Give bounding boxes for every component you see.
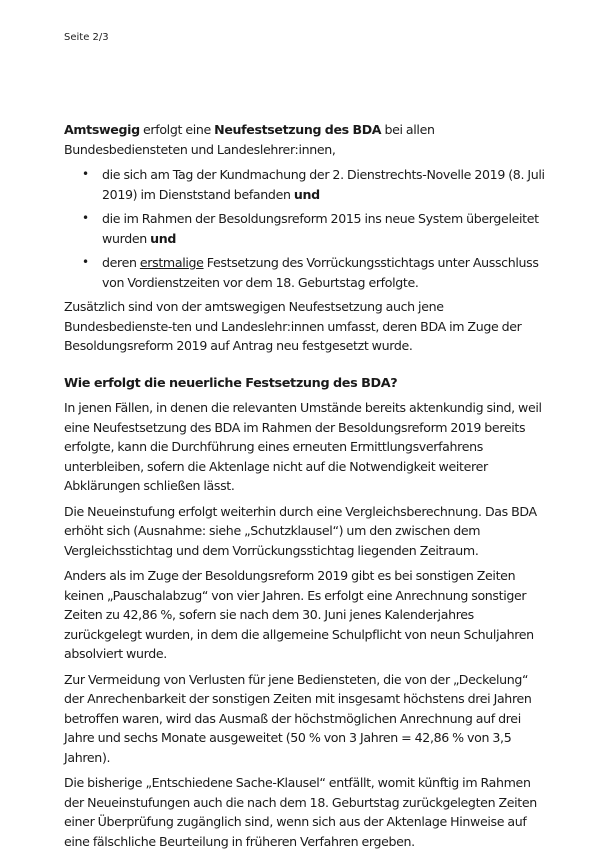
intro-paragraph — [64, 120, 548, 159]
intro-bold-amtswegig: Amtswegig — [64, 122, 140, 137]
list-item-text: die sich am Tag der Kundmachung der 2. Dienstrechts-Novelle 2019 (8. Juli 2019) im Dienststand befanden — [102, 167, 545, 202]
bullet-icon: • — [82, 211, 89, 225]
paragraph-entschiedene-sache: Die bisherige „Entschiedene Sache-Klausel“ entfällt, womit künftig im Rahmen der Neueinstufungen auch die nach dem 18. Geburtstag zurückgelegten Zeiten einer Überprüfung zugänglich sind, wenn sich aus der Aktenlage Hinweise auf eine fälschliche Beurteilung in früheren Verfahren ergeben. — [64, 775, 537, 849]
paragraph-pauschalabzug: Anders als im Zuge der Besoldungsreform 2019 gibt es bei sonstigen Zeiten keinen „Pauschalabzug“ von vier Jahren. Es erfolgt eine Anrechnung sonstiger Zeiten zu 42,86 %, sofern sie nach dem 30. Juni jenes Kalenderjahres zurückgelegt wurden, in dem die allgemeine Schulpflicht von neun Schuljahren absolviert wurde. — [64, 568, 534, 661]
paragraph-vergleichsberechnung: Die Neueinstufung erfolgt weiterhin durch eine Vergleichsberechnung. Das BDA erhöht sich (Ausnahme: siehe „Schutzklausel“) um den zwischen dem Vergleichsstichtag und dem Vorrückungsstichtag liegenden Zeitraum. — [64, 503, 537, 558]
intro-text-1: erfolgt eine — [139, 122, 215, 137]
bullet-icon: • — [82, 167, 89, 181]
document-body — [64, 120, 548, 857]
criteria-list — [64, 165, 548, 292]
list-item — [82, 253, 548, 292]
list-item-underlined-erstmalige: erstmalige — [139, 255, 204, 270]
list-item — [82, 165, 548, 204]
bullet-icon: • — [82, 255, 89, 269]
section-heading: Wie erfolgt die neuerliche Festsetzung des BDA? — [64, 375, 398, 391]
list-item-text-pre: deren — [102, 255, 140, 270]
additional-paragraph: Zusätzlich sind von der amtswegigen Neufestsetzung auch jene Bundesbedienste-ten und Landeslehr:innen umfasst, deren BDA im Zuge der Besoldungsreform 2019 auf Antrag neu festgesetzt wurde. — [64, 299, 522, 353]
list-item-bold-und: und — [293, 186, 320, 202]
list-item-bold-und: und — [150, 230, 177, 246]
intro-bold-neufestsetzung: Neufestsetzung des BDA — [214, 122, 382, 137]
list-item — [82, 209, 548, 248]
list-item-text: die im Rahmen der Besoldungsreform 2015 ins neue System übergeleitet wurden — [102, 211, 539, 246]
paragraph-aktenkundig: In jenen Fällen, in denen die relevanten Umstände bereits aktenkundig sind, weil eine Neufestsetzung des BDA im Rahmen der Besoldungsreform 2019 bereits erfolgte, kann die Durchführung eines erneuten Ermittlungsverfahrens unterbleiben, sofern die Aktenlage nicht auf die Notwendigkeit weiterer Abklärungen schließen lässt. — [64, 400, 542, 493]
list-item-text-post: Festsetzung des Vorrückungsstichtags unter Ausschluss von Vordienstzeiten vor dem 18. Geburtstag erfolgte. — [102, 255, 539, 290]
paragraph-deckelung: Zur Vermeidung von Verlusten für jene Bediensteten, die von der „Deckelung“ der Anrechenbarkeit der sonstigen Zeiten mit insgesamt höchstens drei Jahren betroffen waren, wird das Ausmaß der höchstmöglichen Anrechnung auf drei Jahre und sechs Monate ausgeweitet (50 % von 3 Jahren = 42,86 % von 3,5 Jahren). — [64, 671, 532, 765]
page-indicator: Seite 2/3 — [64, 32, 109, 43]
intro-text-2: bei allen Bundesbediensteten und Landeslehrer:innen, — [64, 122, 435, 157]
